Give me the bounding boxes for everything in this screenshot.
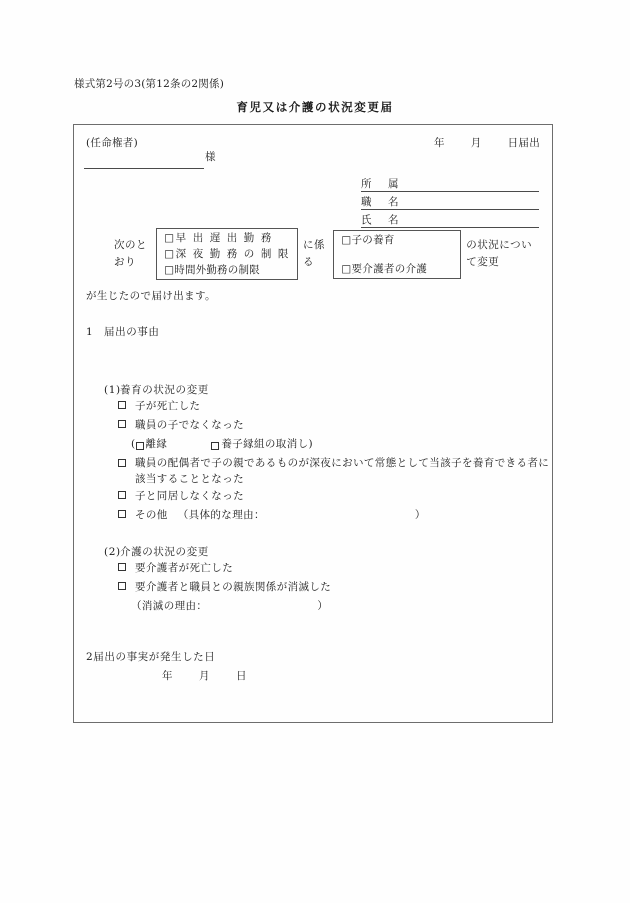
section-2-title: 届出の事実が発生した日 — [93, 651, 216, 663]
care-type-option-group — [333, 230, 461, 279]
checkbox-icon[interactable] — [118, 491, 126, 499]
checkbox-icon[interactable] — [118, 510, 126, 518]
option-kinship-terminated[interactable] — [118, 578, 331, 597]
paren-open: ( — [131, 438, 136, 450]
section-1-heading — [86, 324, 160, 339]
clause-closing-text: が生じたので届け出ます。 — [86, 290, 216, 302]
option-label: 職員の子でなくなった — [135, 419, 244, 431]
section-2-number: 2 — [86, 651, 94, 663]
option-child-deceased[interactable] — [118, 397, 555, 416]
clause-middle-text: に係る — [303, 239, 325, 268]
document-title: 育児又は介護の状況変更届 — [236, 100, 394, 114]
checkbox-icon[interactable] — [118, 459, 126, 467]
care-option-nursing[interactable]: □要介護者の介護 — [341, 262, 428, 275]
paren-close: ) — [308, 438, 314, 450]
nursing-change-options — [118, 559, 331, 616]
sama-honorific: 様 — [205, 151, 216, 163]
option-other-reason[interactable] — [118, 506, 555, 525]
childcare-change-options — [118, 397, 555, 525]
appointer-label: (任命権者) — [86, 137, 138, 149]
clause-tail-text: の状況について変更 — [466, 239, 533, 268]
appointer-name-input[interactable] — [84, 152, 204, 169]
termination-paren-open: （消滅の理由： — [131, 600, 208, 612]
checkbox-icon[interactable] — [118, 563, 126, 571]
subsection-2-number: (2) — [104, 546, 121, 558]
option-not-living-with-child[interactable] — [118, 487, 555, 506]
section-1-number: 1 — [86, 326, 94, 338]
occurrence-year-label: 年 — [162, 670, 173, 682]
work-option-overtime-limit[interactable]: □時間外勤務の制限 — [164, 264, 260, 276]
work-option-night-limit[interactable]: □深 夜 勤 務 の 制 限 — [164, 248, 290, 260]
subsection-1-heading — [86, 378, 209, 397]
subsection-2-title: 介護の状況の変更 — [120, 546, 209, 558]
subsection-2-heading — [86, 540, 209, 559]
option-care-recipient-deceased[interactable] — [118, 559, 331, 578]
checkbox-icon[interactable] — [136, 442, 144, 450]
subsection-1-number: (1) — [104, 384, 121, 396]
applicant-identity-fields — [361, 175, 539, 229]
clause-lead-text: 次のとおり — [114, 239, 147, 268]
option-spouse-night-care[interactable] — [118, 455, 555, 487]
subsection-1-title: 養育の状況の変更 — [120, 384, 209, 396]
care-option-childcare[interactable]: □子の養育 — [341, 233, 395, 246]
declaration-clause — [86, 228, 542, 280]
name-row[interactable] — [361, 211, 539, 228]
occurrence-day-label: 日 — [236, 670, 247, 682]
job-title-label: 職 名 — [361, 196, 402, 208]
other-reason-paren-open: （具体的な理由： — [177, 509, 265, 521]
option-label: その他 — [135, 509, 168, 521]
other-reason-paren-close: ） — [414, 509, 426, 521]
affiliation-row[interactable] — [361, 175, 539, 192]
termination-paren-close: ） — [317, 600, 329, 612]
form-code: 様式第2号の3(第12条の2関係) — [74, 78, 224, 90]
job-title-row[interactable] — [361, 193, 539, 210]
occurrence-date-field[interactable] — [86, 668, 247, 683]
submit-day-label: 日届出 — [507, 137, 540, 149]
option-adoption-cancel-label: 養子縁組の取消し — [221, 438, 309, 450]
checkbox-icon[interactable] — [118, 420, 126, 428]
option-label: 子が死亡した — [135, 400, 201, 412]
submission-date-field[interactable] — [434, 135, 540, 150]
occurrence-month-label: 月 — [199, 670, 210, 682]
option-label: 子と同居しなくなった — [135, 490, 244, 502]
option-label: 要介護者が死亡した — [135, 562, 234, 574]
submit-month-label: 月 — [470, 137, 482, 149]
option-dissolution-label: 離縁 — [145, 438, 168, 450]
work-type-option-group — [156, 228, 298, 280]
section-1-title: 届出の事由 — [104, 326, 160, 338]
work-option-early-late[interactable]: □早 出 遅 出 勤 務 — [164, 232, 273, 244]
form-body-box — [73, 124, 553, 723]
termination-reason-line — [118, 597, 331, 616]
checkbox-icon[interactable] — [118, 582, 126, 590]
option-not-employee-child[interactable] — [118, 416, 555, 435]
option-label: 要介護者と職員との親族関係が消滅した — [135, 581, 332, 593]
option-label: 職員の配偶者で子の親であるものが深夜において常態として当該子を養育できる者に該当することとなった — [135, 457, 550, 485]
checkbox-icon[interactable] — [118, 401, 126, 409]
name-label: 氏 名 — [361, 214, 402, 226]
section-2-heading — [86, 649, 215, 664]
submit-year-label: 年 — [433, 137, 445, 149]
affiliation-label: 所 属 — [361, 178, 402, 190]
checkbox-icon[interactable] — [211, 442, 219, 450]
adoption-dissolution-line — [118, 435, 555, 454]
